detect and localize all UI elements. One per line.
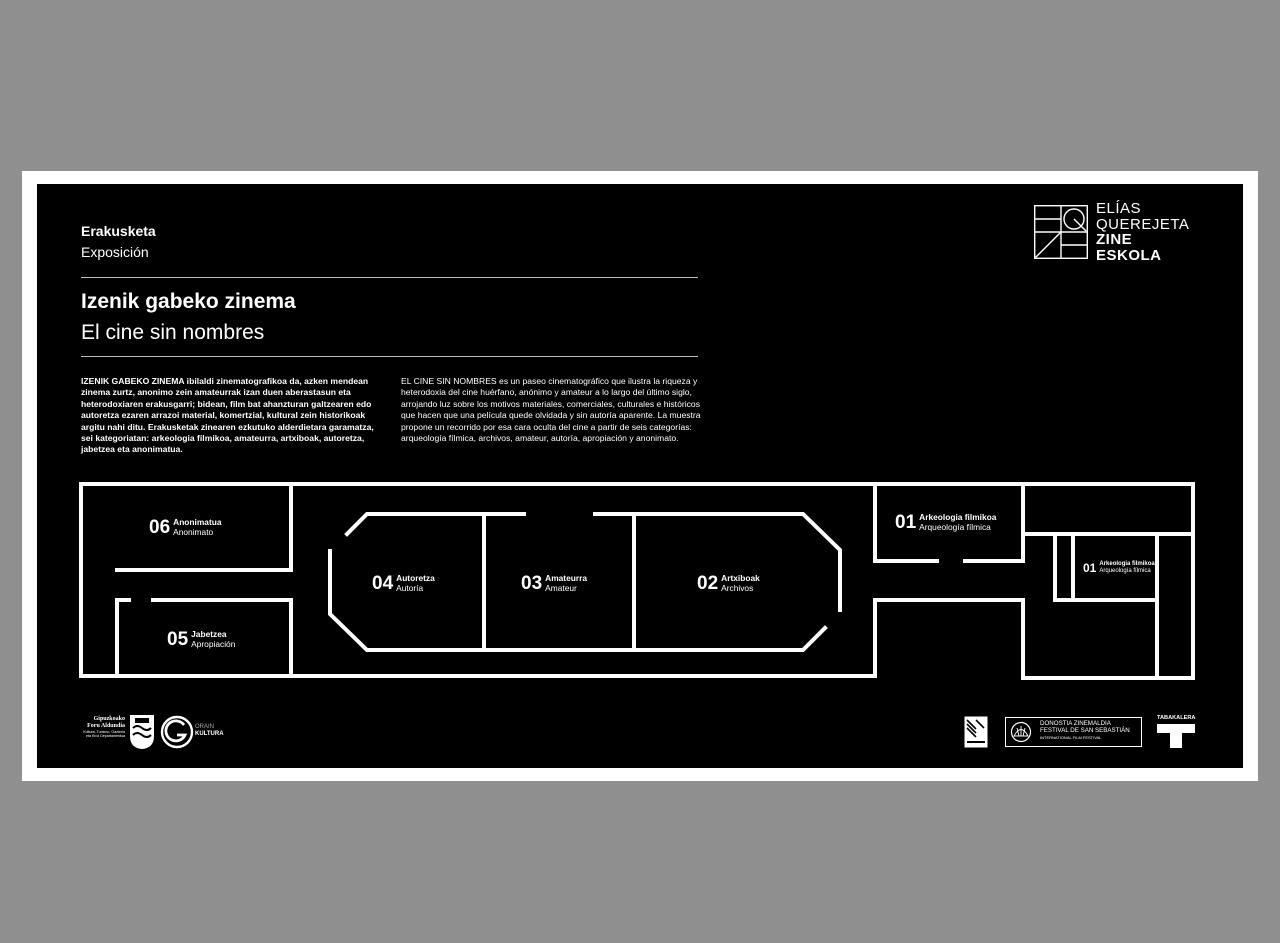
room-03-number: 03 [521,573,543,594]
intro-spanish: EL CINE SIN NOMBRES es un paseo cinematográfico que ilustra la riqueza y heterodoxia del cine huérfano, anónimo y amateur a lo largo del último siglo, arrojando luz sobre los motivos materiales, comerciales, culturales e históricos que hacen que una película quede olvidada y sin autoría aparente. La muestra propone un recorrido por esa cara oculta del cine a partir de seis categorías: arqueología fílmica, archivos, amateur, autoría, apropiación y anonimato. [401,376,701,444]
room-02-number: 02 [697,573,719,594]
room-04-number: 04 [372,573,394,594]
room-02-name-es: Archivos [721,582,754,593]
orain-kultura-logo-icon [160,715,194,749]
room-05-label [167,630,235,649]
title-basque: Izenik gabeko zinema [81,290,296,313]
festival-logo [1005,717,1142,747]
tabakalera-logo-icon [1157,724,1195,748]
orain-line-1: ORAIN [195,724,215,730]
orain-kultura-wordmark [195,724,224,738]
tabakalera-wordmark: TABAKALERA [1157,715,1196,721]
room-01b-number: 01 [1083,561,1097,575]
room-01-number: 01 [895,512,917,533]
brand-line-1: ELÍAS [1096,200,1142,217]
room-01b-label [1083,561,1155,575]
room-02-name-eu: Artxiboak [721,573,760,583]
room-01b-name-es: Arqueología fílmica [1099,568,1151,574]
brand-line-3: ZINE [1096,231,1133,248]
room-06-number: 06 [149,517,171,538]
room-05-number: 05 [167,629,189,650]
gipuzkoa-shield-icon [129,714,155,750]
filmoteca-logo-icon [964,716,988,748]
festival-line-2: FESTIVAL DE SAN SEBASTIÁN [1040,726,1130,734]
floor-plan [37,184,1243,768]
festival-shell-icon [1010,721,1032,743]
gipuzkoa-line-2: Foru Aldundia [87,723,125,729]
room-06-label [149,518,222,537]
room-06-name-es: Anonimato [173,526,214,537]
room-01b-name-eu: Arkeologia filmikoa [1099,561,1155,567]
intro-basque-body: ibilaldi zinematografikoa da, azken mendean zinema zurtz, anonimo zein amateurrak izan duen aberastasun eta heterodoxiaren erakusgarri; bidean, film bat ahanzturan galtzearen edo autoretza ezaren arrazoi material, komertzial, kultural zein historikoak argitu nahi ditu. Erakusketak zinearen ezkutuko alderdietara garamatza, sei kategoriatan: arkeologia filmikoa, amateurra, artxiboak, autoretza, jabetzea eta anonimatua. [81,376,374,455]
plan-wall-octagon [347,514,524,534]
kicker-basque: Erakusketa [81,223,156,239]
gipuzkoa-sponsor [81,716,125,739]
orain-line-2: KULTURA [195,731,224,737]
exhibition-panel [37,184,1243,768]
kicker-spanish: Exposición [81,244,149,260]
room-03-name-eu: Amateurra [545,573,588,583]
brand-line-4: ESKOLA [1096,246,1162,264]
festival-text [1040,721,1130,740]
room-04-name-eu: Autoretza [396,573,435,583]
room-05-name-eu: Jabetzea [191,629,227,639]
gipuzkoa-line-4: eta Kirol Departamentua [86,734,125,739]
room-04-name-es: Autoría [396,582,424,593]
plan-wall-octagon [595,514,840,610]
room-06-name-eu: Anonimatua [173,517,222,527]
room-03-name-es: Amateur [545,582,577,593]
intro-basque-lead: IZENIK GABEKO ZINEMA [81,376,185,386]
room-02-label [697,574,760,593]
brand-line-2: QUEREJETA [1096,215,1190,233]
room-04-label [372,574,435,593]
festival-line-3: INTERNATIONAL FILM FESTIVAL [1040,734,1102,740]
plan-wall-octagon [330,551,825,650]
room-01-name-eu: Arkeologia filmikoa [919,512,997,522]
room-01-label [895,513,996,532]
room-01-name-es: Arqueología fílmica [919,521,991,532]
room-03-label [521,574,587,593]
room-05-name-es: Apropiación [191,638,236,649]
gipuzkoa-line-1: Gipuzkoako [93,716,125,722]
festival-line-1: DONOSTIA ZINEMALDIA [1040,720,1111,727]
title-spanish: El cine sin nombres [81,321,265,344]
gipuzkoa-line-3: Kultura, Turismo, Gazteria [83,730,125,734]
